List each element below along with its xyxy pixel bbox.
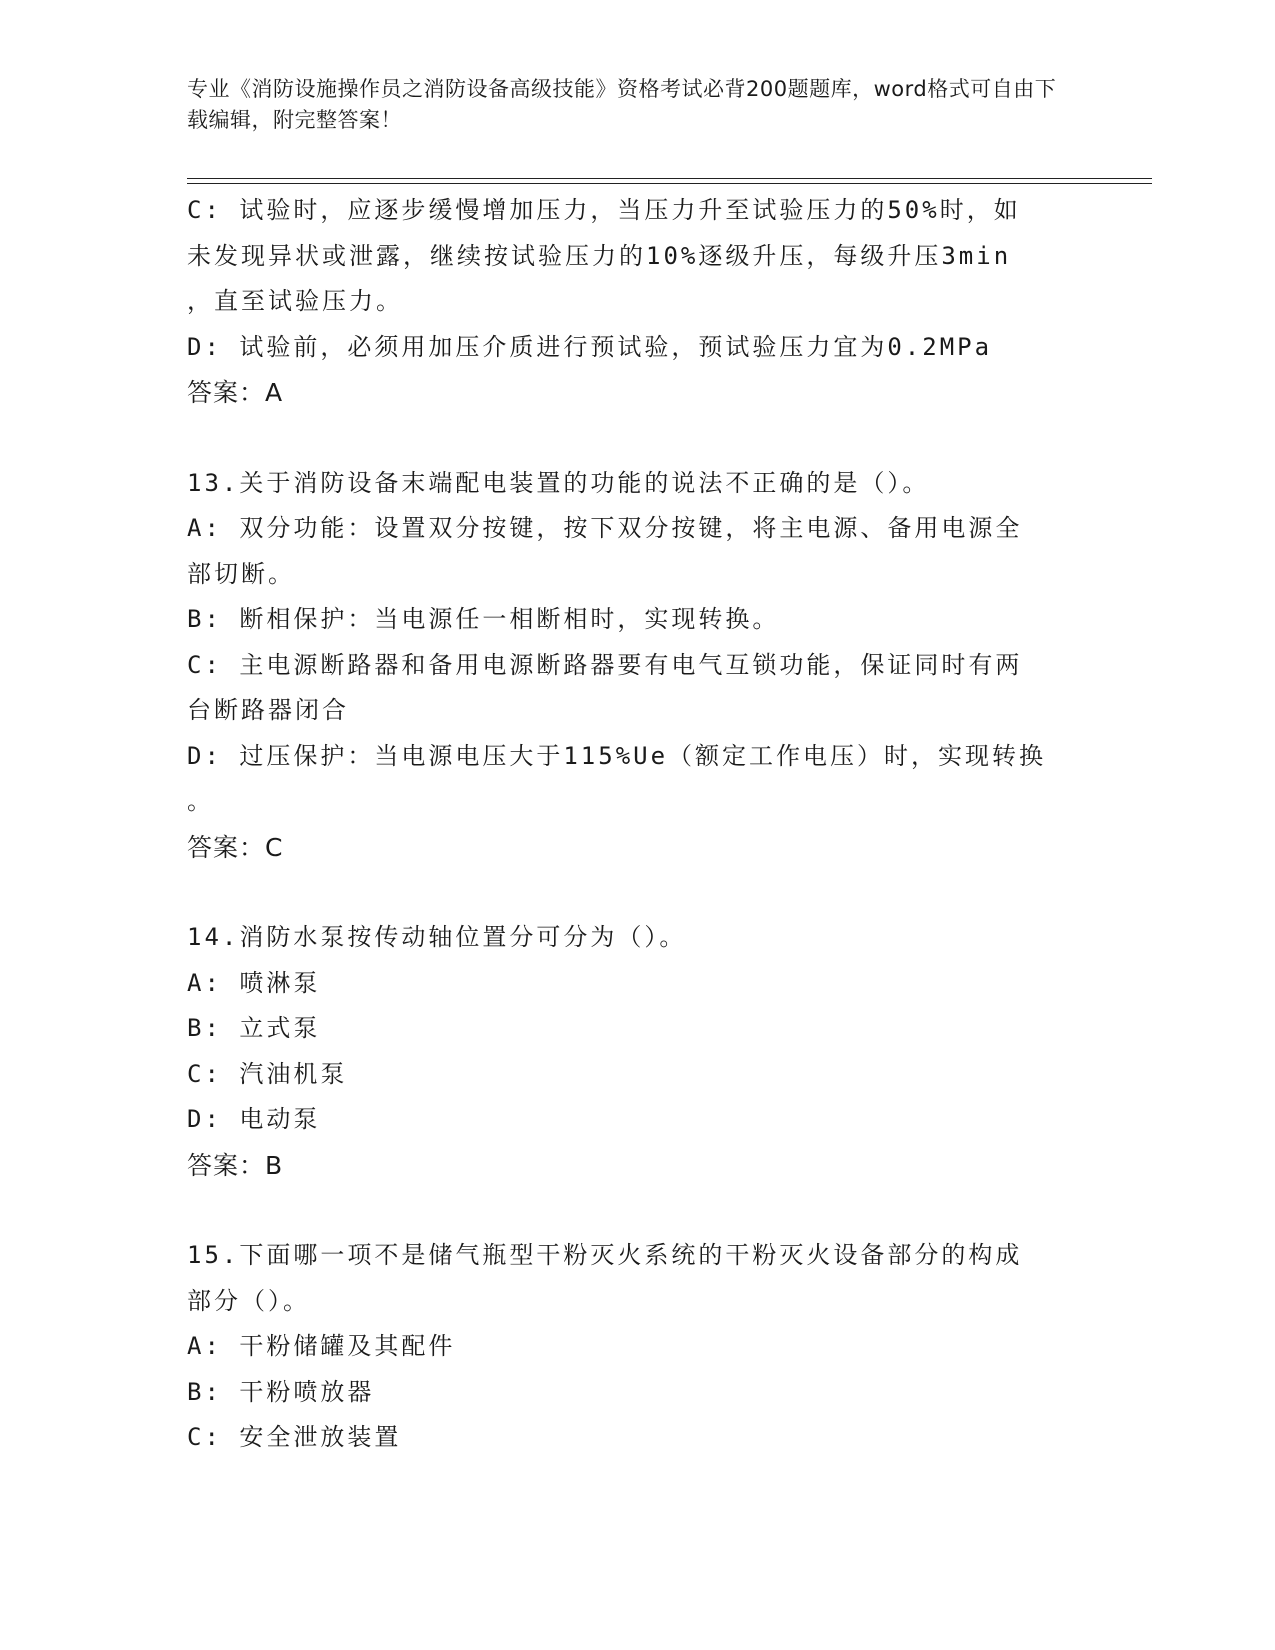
option-line: 。: [187, 787, 214, 815]
option-line: C: 主电源断路器和备用电源断路器要有电气互锁功能，保证同时有两: [187, 650, 1023, 679]
option-line: C: 汽油机泵: [187, 1059, 348, 1088]
question-stem: 14.消防水泵按传动轴位置分可分为（）。: [187, 923, 687, 951]
option-line: D: 过压保护：当电源电压大于115%Ue（额定工作电压）时，实现转换: [187, 741, 1047, 770]
document-header: 专业《消防设施操作员之消防设备高级技能》资格考试必背200题题库，word格式可自由下载编辑，附完整答案！: [187, 77, 1057, 132]
option-line: C: 安全泄放装置: [187, 1423, 402, 1451]
question-content: [187, 188, 1087, 1461]
option-line: A: 双分功能：设置双分按键，按下双分按键，将主电源、备用电源全: [187, 514, 1023, 542]
answer-line: 答案：A: [187, 378, 284, 407]
question-stem: 15.下面哪一项不是储气瓶型干粉灭火系统的干粉灭火设备部分的构成: [187, 1241, 1023, 1269]
question-block: [187, 188, 1087, 416]
header-rule-bottom: [187, 183, 1152, 184]
question-block: [187, 1233, 1087, 1461]
option-line: C: 试验时，应逐步缓慢增加压力，当压力升至试验压力的50%时，如: [187, 196, 1021, 224]
block-spacer: [187, 870, 1087, 915]
answer-line: 答案：B: [187, 1150, 284, 1180]
question-stem: 13.关于消防设备末端配电装置的功能的说法不正确的是（）。: [187, 468, 930, 497]
option-line: B: 立式泵: [187, 1014, 321, 1042]
block-spacer: [187, 1188, 1087, 1233]
option-line: A: 喷淋泵: [187, 968, 321, 997]
option-line: B: 断相保护：当电源任一相断相时，实现转换。: [187, 605, 780, 633]
option-line: 部切断。: [187, 559, 295, 588]
option-line: ，直至试验压力。: [187, 287, 403, 315]
option-line: D: 电动泵: [187, 1105, 321, 1133]
option-line: 未发现异状或泄露，继续按试验压力的10%逐级升压，每级升压3min: [187, 241, 1012, 270]
question-block: [187, 461, 1087, 871]
question-stem: 部分（）。: [187, 1286, 310, 1315]
option-line: B: 干粉喷放器: [187, 1377, 375, 1406]
option-line: A: 干粉储罐及其配件: [187, 1332, 456, 1360]
option-line: D: 试验前，必须用加压介质进行预试验，预试验压力宜为0.2MPa: [187, 332, 993, 361]
question-block: [187, 915, 1087, 1188]
header-rule-top: [187, 178, 1152, 179]
block-spacer: [187, 416, 1087, 461]
answer-line: 答案：C: [187, 832, 284, 862]
option-line: 台断路器闭合: [187, 696, 349, 724]
